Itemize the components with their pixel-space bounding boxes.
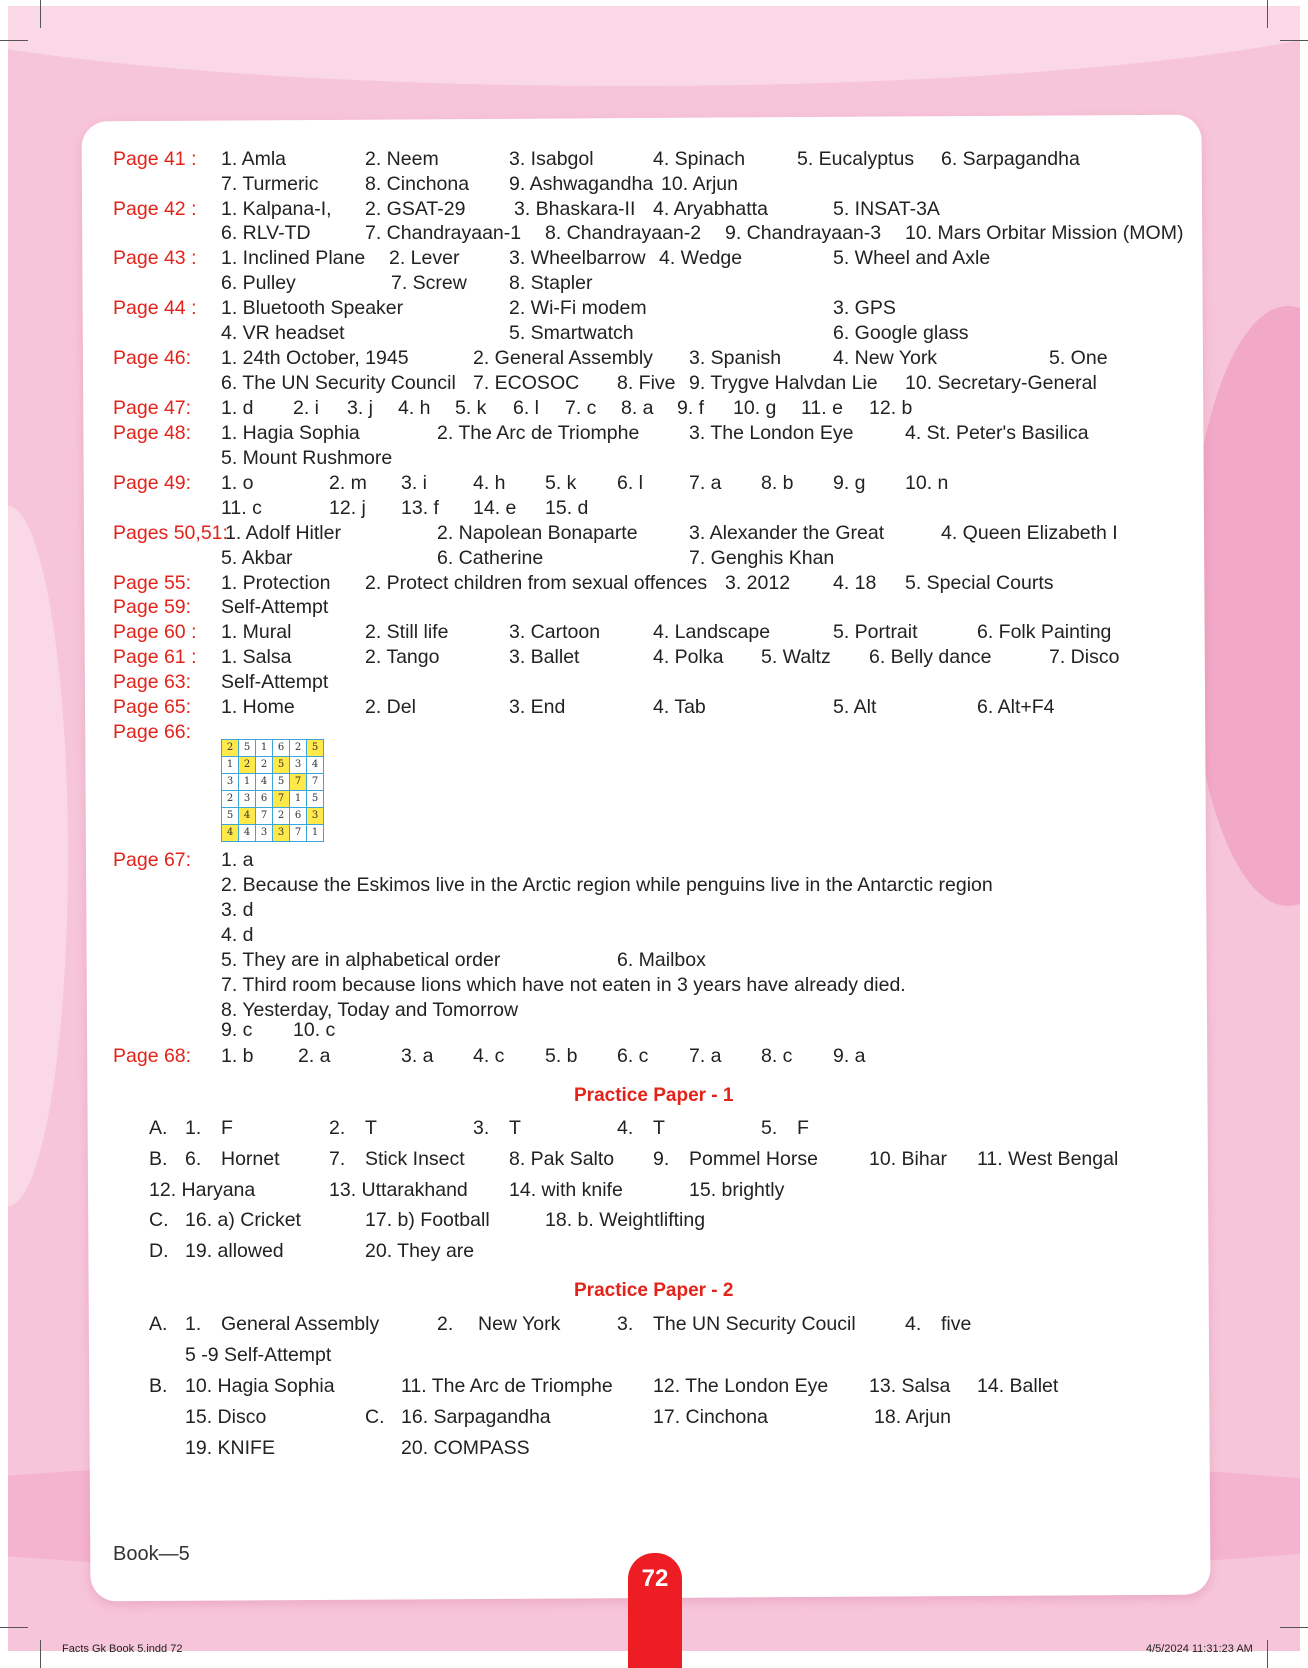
answer-item: 4. 18 bbox=[833, 572, 877, 594]
answer-item: 5. Smartwatch bbox=[509, 322, 634, 344]
puzzle-grid-cell: 4 bbox=[256, 774, 273, 791]
answer-item: 2. bbox=[329, 1117, 346, 1139]
answer-item: Stick Insect bbox=[365, 1148, 465, 1170]
answer-item: 1. Home bbox=[221, 696, 295, 718]
footer-file-name: Facts Gk Book 5.indd 72 bbox=[62, 1643, 183, 1655]
answer-item: 3. Cartoon bbox=[509, 621, 601, 643]
answer-item: 6. The UN Security Council bbox=[221, 372, 456, 394]
answer-item: 6. Folk Painting bbox=[977, 621, 1112, 643]
puzzle-grid-cell: 2 bbox=[290, 740, 307, 757]
answer-item: 4. bbox=[905, 1313, 922, 1335]
answer-item: 19. allowed bbox=[185, 1240, 284, 1262]
answer-item: 5. Portrait bbox=[833, 621, 918, 643]
page-label: Page 65: bbox=[113, 696, 192, 718]
answer-item: 2. Because the Eskimos live in the Arctic region while penguins live in the Antarctic region bbox=[221, 874, 993, 896]
puzzle-grid-cell: 5 bbox=[239, 740, 256, 757]
answer-item: 6. l bbox=[617, 472, 644, 494]
answer-item: 4. Wedge bbox=[659, 247, 743, 269]
answer-item: 7. Genghis Khan bbox=[689, 547, 835, 569]
answer-item: 17. b) Football bbox=[365, 1209, 490, 1231]
answer-item: 14. with knife bbox=[509, 1179, 623, 1201]
practice-paper-2-heading: Practice Paper - 2 bbox=[574, 1280, 734, 1301]
answer-item: B. bbox=[149, 1148, 168, 1170]
puzzle-grid-cell: 4 bbox=[239, 808, 256, 825]
answer-item: 2. m bbox=[329, 472, 367, 494]
answer-item: 5. They are in alphabetical order bbox=[221, 949, 501, 971]
answer-item: New York bbox=[478, 1313, 561, 1335]
answer-item: 5. Alt bbox=[833, 696, 877, 718]
puzzle-grid-row bbox=[222, 825, 324, 842]
answer-item: 3. bbox=[617, 1313, 634, 1335]
answer-item: F bbox=[797, 1117, 809, 1139]
answer-item: 12. j bbox=[329, 497, 366, 519]
puzzle-grid bbox=[221, 739, 324, 842]
answer-item: 6. RLV-TD bbox=[221, 222, 311, 244]
answer-item: 5. bbox=[761, 1117, 778, 1139]
answer-item: 4. Landscape bbox=[653, 621, 771, 643]
answer-item: 10. g bbox=[733, 397, 777, 419]
answer-item: 6. c bbox=[617, 1045, 649, 1067]
page-label: Page 61 : bbox=[113, 646, 197, 668]
answer-item: 7. ECOSOC bbox=[473, 372, 580, 394]
answer-item: 5. Mount Rushmore bbox=[221, 447, 393, 469]
answer-item: 6. bbox=[185, 1148, 202, 1170]
answer-item: 4. bbox=[617, 1117, 634, 1139]
answer-item: Hornet bbox=[221, 1148, 280, 1170]
answer-item: 1. bbox=[185, 1117, 202, 1139]
answer-item: C. bbox=[149, 1209, 169, 1231]
answer-item: 3. i bbox=[401, 472, 428, 494]
puzzle-grid-cell: 4 bbox=[307, 757, 324, 774]
answer-item: 1. Hagia Sophia bbox=[221, 422, 360, 444]
answer-item: 7. Turmeric bbox=[221, 173, 319, 195]
answer-item: 12. The London Eye bbox=[653, 1375, 829, 1397]
page-label: Page 68: bbox=[113, 1045, 192, 1067]
answer-item: 3. Isabgol bbox=[509, 148, 594, 170]
answer-item: 3. Spanish bbox=[689, 347, 782, 369]
answer-item: 20. COMPASS bbox=[401, 1437, 530, 1459]
answer-item: 1. a bbox=[221, 849, 254, 871]
answer-item: 9. g bbox=[833, 472, 866, 494]
answer-item: 1. Salsa bbox=[221, 646, 292, 668]
answer-item: 12. Haryana bbox=[149, 1179, 256, 1201]
puzzle-grid-cell: 5 bbox=[273, 774, 290, 791]
page-number: 72 bbox=[641, 1565, 669, 1592]
answer-item: 11. e bbox=[801, 397, 843, 419]
puzzle-grid-row bbox=[222, 808, 324, 825]
answer-item: 3. The London Eye bbox=[689, 422, 854, 444]
answer-item: General Assembly bbox=[221, 1313, 380, 1335]
puzzle-grid-cell: 3 bbox=[290, 757, 307, 774]
puzzle-grid-cell: 4 bbox=[239, 825, 256, 842]
answer-item: 13. Uttarakhand bbox=[329, 1179, 468, 1201]
answer-item: 7. a bbox=[689, 472, 722, 494]
answer-item: 5. Wheel and Axle bbox=[833, 247, 991, 269]
answer-item: 5. Eucalyptus bbox=[797, 148, 915, 170]
answer-item: 7. Disco bbox=[1049, 646, 1120, 668]
puzzle-grid-row bbox=[222, 791, 324, 808]
answer-item: 1. Kalpana-I, bbox=[221, 198, 332, 220]
answer-item: 8. Five bbox=[617, 372, 676, 394]
answer-item: 3. a bbox=[401, 1045, 434, 1067]
answer-item: 3. j bbox=[347, 397, 374, 419]
answer-item: 15. Disco bbox=[185, 1406, 267, 1428]
answer-item: 5. Akbar bbox=[221, 547, 293, 569]
answer-item: 5 -9 Self-Attempt bbox=[185, 1344, 332, 1366]
answer-item: 5. INSAT-3A bbox=[833, 198, 940, 220]
answer-item: 7. a bbox=[689, 1045, 722, 1067]
answer-item: 4. c bbox=[473, 1045, 505, 1067]
answer-item: 4. Spinach bbox=[653, 148, 746, 170]
puzzle-grid-cell: 3 bbox=[239, 791, 256, 808]
answer-item: 10. Mars Orbitar Mission (MOM) bbox=[905, 222, 1184, 244]
answer-item: 2. bbox=[437, 1313, 454, 1335]
answer-item: 17. Cinchona bbox=[653, 1406, 768, 1428]
answer-item: 3. Ballet bbox=[509, 646, 580, 668]
answer-item: 5. b bbox=[545, 1045, 578, 1067]
answer-item: 10. Hagia Sophia bbox=[185, 1375, 335, 1397]
answer-item: 18. Arjun bbox=[874, 1406, 951, 1428]
puzzle-grid-cell: 5 bbox=[307, 740, 324, 757]
answer-item: 11. The Arc de Triomphe bbox=[401, 1375, 613, 1397]
puzzle-grid-cell: 7 bbox=[307, 774, 324, 791]
answer-item: 2. Wi-Fi modem bbox=[509, 297, 647, 319]
answer-item: 5. k bbox=[455, 397, 487, 419]
answer-item: 3. Bhaskara-II bbox=[514, 198, 636, 220]
answer-item: D. bbox=[149, 1240, 169, 1262]
answer-item: 9. Trygve Halvdan Lie bbox=[689, 372, 878, 394]
answer-item: 1. Inclined Plane bbox=[221, 247, 366, 269]
puzzle-grid-cell: 1 bbox=[290, 791, 307, 808]
practice-paper-1-heading: Practice Paper - 1 bbox=[574, 1085, 734, 1106]
answer-item: 9. c bbox=[221, 1019, 253, 1041]
answer-item: 1. o bbox=[221, 472, 254, 494]
answer-item: 2. Protect children from sexual offences bbox=[365, 572, 708, 594]
page-label: Pages 50,51: bbox=[113, 522, 228, 544]
answer-item: 4. d bbox=[221, 924, 254, 946]
page-label: Page 60 : bbox=[113, 621, 197, 643]
answer-item: 2. General Assembly bbox=[473, 347, 653, 369]
answer-item: F bbox=[221, 1117, 233, 1139]
page-label: Page 41 : bbox=[113, 148, 197, 170]
answer-item: 12. b bbox=[869, 397, 913, 419]
page-label: Page 59: bbox=[113, 596, 192, 618]
puzzle-grid-cell: 6 bbox=[273, 740, 290, 757]
answer-item: 2. i bbox=[293, 397, 320, 419]
answer-item: 5. One bbox=[1049, 347, 1108, 369]
answer-item: 13. f bbox=[401, 497, 439, 519]
answer-item: A. bbox=[149, 1117, 168, 1139]
answer-item: B. bbox=[149, 1375, 168, 1397]
answer-item: 15. d bbox=[545, 497, 589, 519]
answer-item: 9. f bbox=[677, 397, 705, 419]
answer-item: 2. a bbox=[298, 1045, 331, 1067]
answer-item: 3. End bbox=[509, 696, 566, 718]
answer-item: 6. Belly dance bbox=[869, 646, 992, 668]
puzzle-grid-cell: 7 bbox=[290, 774, 307, 791]
puzzle-grid-cell: 2 bbox=[273, 808, 290, 825]
answer-item: 3. bbox=[473, 1117, 490, 1139]
puzzle-grid-cell: 3 bbox=[256, 825, 273, 842]
answer-item: 3. d bbox=[221, 899, 254, 921]
answer-item: T bbox=[509, 1117, 521, 1139]
puzzle-grid-cell: 3 bbox=[273, 825, 290, 842]
answer-item: 7. bbox=[329, 1148, 346, 1170]
answer-item: 15. brightly bbox=[689, 1179, 785, 1201]
puzzle-grid-cell: 2 bbox=[222, 791, 239, 808]
answer-item: 8. Stapler bbox=[509, 272, 593, 294]
answer-item: 5. k bbox=[545, 472, 577, 494]
answer-item: 14. Ballet bbox=[977, 1375, 1059, 1397]
answer-item: 2. Lever bbox=[389, 247, 460, 269]
answer-item: 3. 2012 bbox=[725, 572, 791, 594]
answer-item: 8. Yesterday, Today and Tomorrow bbox=[221, 999, 519, 1021]
answer-item: 1. 24th October, 1945 bbox=[221, 347, 409, 369]
answer-item: 8. a bbox=[621, 397, 654, 419]
puzzle-grid-cell: 6 bbox=[290, 808, 307, 825]
page-label: Page 48: bbox=[113, 422, 192, 444]
puzzle-grid-cell: 7 bbox=[256, 808, 273, 825]
answer-item: 9. Ashwagandha bbox=[509, 173, 654, 195]
answer-item: 2. Neem bbox=[365, 148, 439, 170]
answer-item: 2. Still life bbox=[365, 621, 449, 643]
answer-item: 5. Waltz bbox=[761, 646, 831, 668]
answer-item: 6. Mailbox bbox=[617, 949, 706, 971]
puzzle-grid-row bbox=[222, 740, 324, 757]
answer-item: 10. n bbox=[905, 472, 949, 494]
answer-item: The UN Security Coucil bbox=[653, 1313, 856, 1335]
answer-item: 6. Catherine bbox=[437, 547, 544, 569]
puzzle-grid-cell: 1 bbox=[256, 740, 273, 757]
page-label: Page 49: bbox=[113, 472, 192, 494]
answer-item: 4. New York bbox=[833, 347, 938, 369]
page-label: Page 63: bbox=[113, 671, 192, 693]
puzzle-grid-cell: 1 bbox=[239, 774, 256, 791]
answer-item: 2. GSAT-29 bbox=[365, 198, 466, 220]
puzzle-grid-cell: 3 bbox=[222, 774, 239, 791]
answer-item: Pommel Horse bbox=[689, 1148, 818, 1170]
answer-item: 4. VR headset bbox=[221, 322, 345, 344]
answer-item: 10. Bihar bbox=[869, 1148, 948, 1170]
answer-item: 7. Chandrayaan-1 bbox=[365, 222, 522, 244]
puzzle-grid-row bbox=[222, 774, 324, 791]
answer-item: 6. Sarpagandha bbox=[941, 148, 1080, 170]
page-label: Page 44 : bbox=[113, 297, 197, 319]
answer-item: 8. Pak Salto bbox=[509, 1148, 615, 1170]
answer-item: 18. b. Weightlifting bbox=[545, 1209, 706, 1231]
answer-item: 3. GPS bbox=[833, 297, 896, 319]
page-label: Page 43 : bbox=[113, 247, 197, 269]
answer-item: 6. Alt+F4 bbox=[977, 696, 1055, 718]
answer-item: 3. Wheelbarrow bbox=[509, 247, 646, 269]
page-label: Page 47: bbox=[113, 397, 192, 419]
answer-item: 1. bbox=[185, 1313, 202, 1335]
puzzle-grid-cell: 7 bbox=[273, 791, 290, 808]
answer-item: 4. Polka bbox=[653, 646, 724, 668]
answer-item: 20. They are bbox=[365, 1240, 475, 1262]
answer-item: 6. Google glass bbox=[833, 322, 969, 344]
answer-item: 10. Secretary-General bbox=[905, 372, 1097, 394]
answer-item: 9. bbox=[653, 1148, 670, 1170]
answer-item: 8. c bbox=[761, 1045, 793, 1067]
answer-item: 5. Special Courts bbox=[905, 572, 1054, 594]
puzzle-grid-cell: 2 bbox=[222, 740, 239, 757]
answer-item: 2. Tango bbox=[365, 646, 440, 668]
puzzle-grid-cell: 1 bbox=[307, 825, 324, 842]
puzzle-grid-cell: 5 bbox=[273, 757, 290, 774]
answer-item: 7. Screw bbox=[391, 272, 467, 294]
answer-item: 16. Sarpagandha bbox=[401, 1406, 551, 1428]
answer-item: 1. d bbox=[221, 397, 254, 419]
answer-item: 2. Del bbox=[365, 696, 416, 718]
puzzle-grid-row bbox=[222, 757, 324, 774]
answer-item: C. bbox=[365, 1406, 385, 1428]
answer-item: T bbox=[365, 1117, 377, 1139]
puzzle-grid-cell: 5 bbox=[307, 791, 324, 808]
answer-item: 8. b bbox=[761, 472, 794, 494]
answer-item: 2. The Arc de Triomphe bbox=[437, 422, 640, 444]
answer-item: 3. Alexander the Great bbox=[689, 522, 885, 544]
page-label: Page 67: bbox=[113, 849, 192, 871]
answer-item: five bbox=[941, 1313, 972, 1335]
answer-item: 1. b bbox=[221, 1045, 254, 1067]
answer-item: 7. c bbox=[565, 397, 597, 419]
page-label: Page 66: bbox=[113, 721, 192, 743]
answer-item: 11. West Bengal bbox=[977, 1148, 1119, 1170]
footer-timestamp: 4/5/2024 11:31:23 AM bbox=[1146, 1643, 1253, 1655]
answer-item: 4. Aryabhatta bbox=[653, 198, 768, 220]
puzzle-grid-cell: 2 bbox=[239, 757, 256, 774]
answer-item: 4. Queen Elizabeth I bbox=[941, 522, 1118, 544]
answer-item: 9. Chandrayaan-3 bbox=[725, 222, 882, 244]
page-label: Page 55: bbox=[113, 572, 192, 594]
answer-item: 8. Cinchona bbox=[365, 173, 470, 195]
answer-item: 8. Chandrayaan-2 bbox=[545, 222, 702, 244]
puzzle-grid-cell: 5 bbox=[222, 808, 239, 825]
answer-item: 4. St. Peter's Basilica bbox=[905, 422, 1089, 444]
answer-item: 7. Third room because lions which have not eaten in 3 years have already died. bbox=[221, 974, 906, 996]
answer-item: 4. h bbox=[398, 397, 431, 419]
answer-item: 1. Bluetooth Speaker bbox=[221, 297, 404, 319]
puzzle-grid-cell: 4 bbox=[222, 825, 239, 842]
answer-item: Self-Attempt bbox=[221, 596, 329, 618]
answer-item: 4. h bbox=[473, 472, 506, 494]
page-label: Page 46: bbox=[113, 347, 192, 369]
answer-item: 6. l bbox=[513, 397, 540, 419]
answer-item: 1. Amla bbox=[221, 148, 287, 170]
puzzle-grid-cell: 2 bbox=[256, 757, 273, 774]
answer-item: 14. e bbox=[473, 497, 517, 519]
answer-item: 4. Tab bbox=[653, 696, 706, 718]
answer-item: 9. a bbox=[833, 1045, 866, 1067]
answer-item: 11. c bbox=[221, 497, 262, 519]
answer-item: 16. a) Cricket bbox=[185, 1209, 301, 1231]
answer-item: 2. Napolean Bonaparte bbox=[437, 522, 638, 544]
puzzle-grid-cell: 1 bbox=[222, 757, 239, 774]
answer-item: 1. Mural bbox=[221, 621, 292, 643]
answer-item: 1. Protection bbox=[221, 572, 331, 594]
answer-item: 10. Arjun bbox=[661, 173, 738, 195]
answer-item: 13. Salsa bbox=[869, 1375, 951, 1397]
book-label: Book—5 bbox=[113, 1543, 190, 1565]
answer-item: A. bbox=[149, 1313, 168, 1335]
page-label: Page 42 : bbox=[113, 198, 197, 220]
answer-item: 10. c bbox=[293, 1019, 336, 1041]
puzzle-grid-cell: 3 bbox=[307, 808, 324, 825]
answer-item: 6. Pulley bbox=[221, 272, 296, 294]
puzzle-grid-cell: 7 bbox=[290, 825, 307, 842]
puzzle-grid-cell: 6 bbox=[256, 791, 273, 808]
answer-item: Self-Attempt bbox=[221, 671, 329, 693]
answer-item: 1. Adolf Hitler bbox=[225, 522, 341, 544]
answer-item: T bbox=[653, 1117, 665, 1139]
answer-item: 19. KNIFE bbox=[185, 1437, 275, 1459]
